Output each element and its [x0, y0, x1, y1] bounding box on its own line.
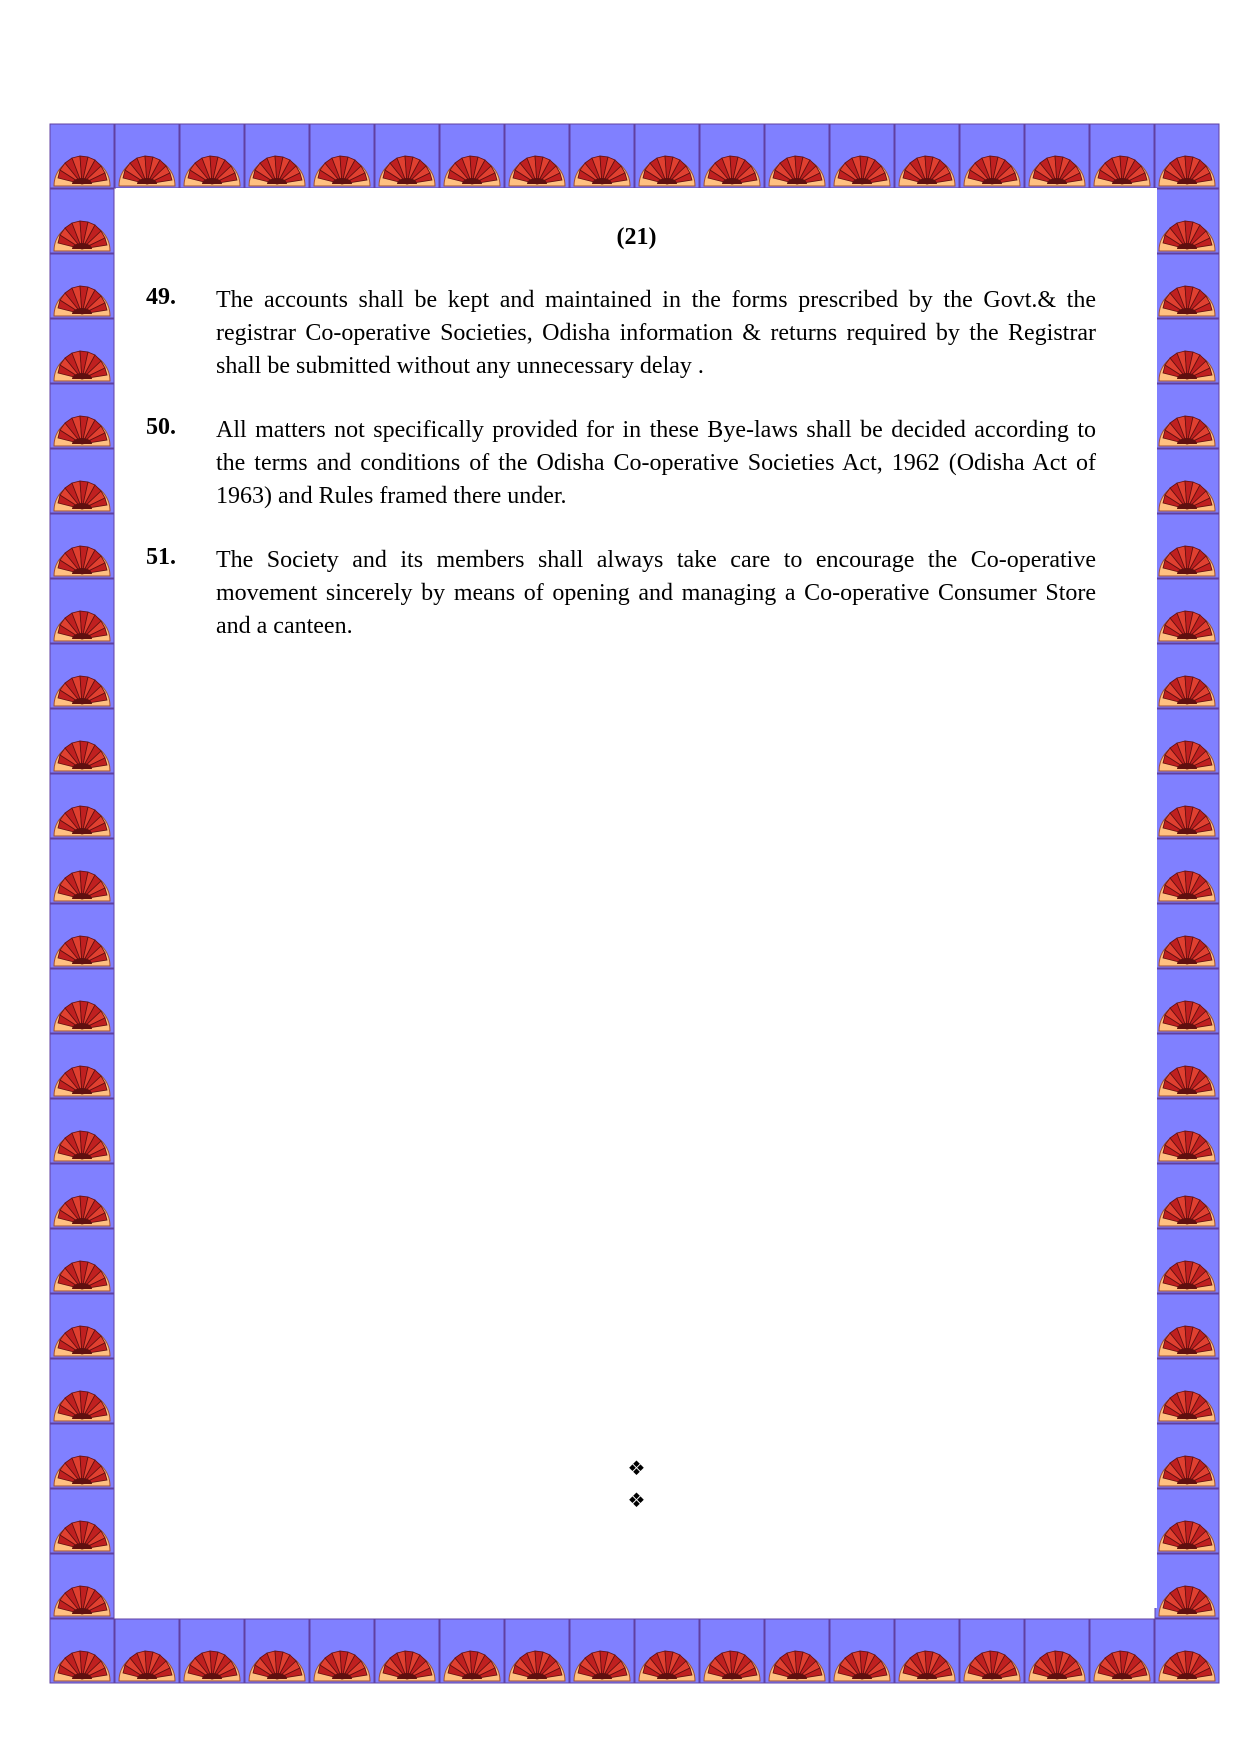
fan-tile-icon	[1155, 514, 1219, 578]
clause-number: 51.	[146, 544, 176, 570]
fan-tile-icon	[1155, 124, 1219, 188]
fan-tile-icon	[245, 1619, 309, 1683]
page-number: (21)	[616, 224, 657, 250]
fan-tile-icon	[960, 1619, 1024, 1683]
fan-tile-icon	[700, 124, 764, 188]
fan-tile-icon	[765, 124, 829, 188]
fan-tile-icon	[1155, 189, 1219, 253]
diamond-ornament-icon: ❖	[627, 1488, 646, 1512]
fan-tile-icon	[1155, 579, 1219, 643]
fan-tile-icon	[765, 1619, 829, 1683]
fan-tile-icon	[1155, 1099, 1219, 1163]
fan-tile-icon	[895, 1619, 959, 1683]
fan-tile-icon	[115, 1619, 179, 1683]
fan-tile-icon	[180, 1619, 244, 1683]
fan-tile-icon	[50, 709, 114, 773]
fan-tile-icon	[1155, 1424, 1219, 1488]
fan-tile-icon	[50, 1489, 114, 1553]
diamond-ornament-icon: ❖	[627, 1456, 646, 1480]
fan-tile-icon	[50, 1034, 114, 1098]
fan-tile-icon	[895, 124, 959, 188]
fan-tile-icon	[310, 124, 374, 188]
fan-tile-icon	[440, 1619, 504, 1683]
page-content	[116, 188, 1157, 1608]
fan-tile-icon	[50, 449, 114, 513]
fan-tile-icon	[115, 124, 179, 188]
fan-tile-icon	[635, 1619, 699, 1683]
fan-tile-icon	[375, 124, 439, 188]
clause-number: 49.	[146, 284, 176, 310]
clause-text: All matters not specifically provided for in these Bye-laws shall be decided according to the terms and conditions of the Odisha Co-operative Societies Act, 1962 (Odisha Act of 1963) and Rules framed there under.	[216, 417, 1096, 509]
fan-tile-icon	[1025, 124, 1089, 188]
fan-tile-icon	[50, 1619, 114, 1683]
fan-tile-icon	[1155, 319, 1219, 383]
fan-tile-icon	[1155, 1229, 1219, 1293]
fan-tile-icon	[1155, 1164, 1219, 1228]
fan-tile-icon	[50, 904, 114, 968]
fan-tile-icon	[50, 839, 114, 903]
fan-tile-icon	[1155, 1034, 1219, 1098]
fan-tile-icon	[50, 1424, 114, 1488]
fan-tile-icon	[1155, 1294, 1219, 1358]
fan-tile-icon	[180, 124, 244, 188]
fan-tile-icon	[50, 644, 114, 708]
fan-tile-icon	[1155, 774, 1219, 838]
fan-tile-icon	[1155, 904, 1219, 968]
fan-tile-icon	[50, 1099, 114, 1163]
fan-tile-icon	[50, 1164, 114, 1228]
fan-tile-icon	[50, 254, 114, 318]
fan-tile-icon	[1155, 709, 1219, 773]
fan-tile-icon	[1155, 644, 1219, 708]
fan-tile-icon	[1090, 1619, 1154, 1683]
fan-tile-icon	[1155, 1489, 1219, 1553]
fan-tile-icon	[440, 124, 504, 188]
fan-tile-icon	[1155, 839, 1219, 903]
fan-tile-icon	[50, 189, 114, 253]
fan-tile-icon	[830, 1619, 894, 1683]
fan-tile-icon	[570, 1619, 634, 1683]
fan-tile-icon	[960, 124, 1024, 188]
fan-tile-icon	[50, 579, 114, 643]
fan-tile-icon	[50, 774, 114, 838]
fan-tile-icon	[700, 1619, 764, 1683]
fan-tile-icon	[310, 1619, 374, 1683]
fan-tile-icon	[50, 969, 114, 1033]
fan-tile-icon	[505, 1619, 569, 1683]
fan-tile-icon	[50, 319, 114, 383]
fan-tile-icon	[1155, 449, 1219, 513]
fan-tile-icon	[375, 1619, 439, 1683]
fan-tile-icon	[505, 124, 569, 188]
fan-tile-icon	[50, 1554, 114, 1618]
fan-tile-icon	[1025, 1619, 1089, 1683]
fan-tile-icon	[50, 124, 114, 188]
fan-tile-icon	[635, 124, 699, 188]
fan-tile-icon	[830, 124, 894, 188]
fan-tile-icon	[1155, 1554, 1219, 1618]
clause-text: The Society and its members shall always take care to encourage the Co-operative movement sincerely by means of opening and managing a Co-operative Consumer Store and a canteen.	[216, 547, 1096, 639]
fan-tile-icon	[1155, 1359, 1219, 1423]
fan-tile-icon	[1155, 254, 1219, 318]
fan-tile-icon	[1155, 1619, 1219, 1683]
fan-tile-icon	[1090, 124, 1154, 188]
fan-tile-icon	[50, 1359, 114, 1423]
clause-text: The accounts shall be kept and maintained in the forms prescribed by the Govt.& the registrar Co-operative Societies, Odisha information & returns required by the Registrar shall be submitted without any unnecessary delay .	[216, 287, 1096, 379]
fan-tile-icon	[570, 124, 634, 188]
fan-tile-icon	[1155, 969, 1219, 1033]
fan-tile-icon	[1155, 384, 1219, 448]
fan-tile-icon	[50, 1229, 114, 1293]
fan-tile-icon	[245, 124, 309, 188]
fan-tile-icon	[50, 514, 114, 578]
fan-tile-icon	[50, 384, 114, 448]
clause-number: 50.	[146, 414, 176, 440]
fan-tile-icon	[50, 1294, 114, 1358]
